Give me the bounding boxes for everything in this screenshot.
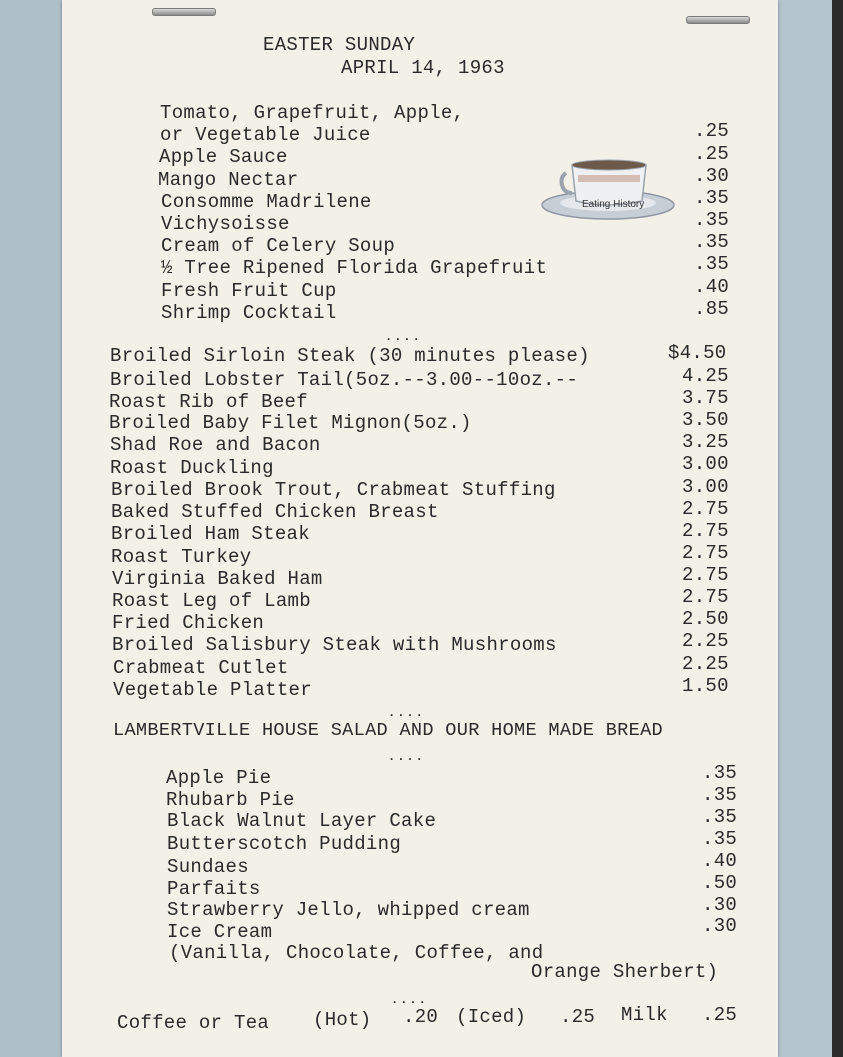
menu-item-price: 2.25 [682,630,729,652]
menu-item-name: Sundaes [167,856,249,878]
section-divider: .... [385,330,422,344]
menu-item-name: Broiled Sirloin Steak (30 minutes please) [110,345,590,367]
menu-item-name: ½ Tree Ripened Florida Grapefruit [161,257,548,279]
menu-item-name: Roast Leg of Lamb [112,590,311,612]
beverage-iced-label: (Iced) [456,1006,527,1028]
menu-item-name: Broiled Ham Steak [111,523,310,545]
menu-item-price: 3.50 [682,409,729,431]
menu-item-name: Roast Turkey [111,546,252,568]
menu-item-price: 4.25 [682,365,729,387]
menu-item-price: .85 [694,298,730,320]
menu-item-name: Rhubarb Pie [166,789,295,811]
staple-left [152,8,216,16]
section-divider: .... [391,993,428,1007]
menu-item-name: Broiled Lobster Tail(5oz.--3.00--10oz.-- [110,369,579,391]
dessert-note: Orange Sherbert) [531,961,719,983]
menu-item-name: Roast Duckling [110,457,274,479]
menu-item-name: Black Walnut Layer Cake [167,810,437,832]
menu-item-price: 2.75 [682,586,729,608]
menu-item-name: Strawberry Jello, whipped cream [167,899,530,921]
menu-item-price: $4.50 [668,342,727,364]
menu-item-price: .35 [694,209,730,231]
menu-item-price: .40 [702,850,738,872]
menu-item-price: .35 [702,828,738,850]
menu-item-name: Apple Pie [166,767,272,789]
header-title: EASTER SUNDAY [263,34,416,56]
menu-page [62,0,778,1057]
logo-text: Eating History [582,199,645,210]
menu-item-name: Shrimp Cocktail [161,302,337,324]
menu-item-name: Ice Cream [167,921,273,943]
menu-item-price: 2.25 [682,653,729,675]
menu-item-name: Cream of Celery Soup [161,235,396,257]
menu-item-name: Butterscotch Pudding [167,833,402,855]
menu-item-price: 2.50 [682,608,729,630]
beverage-milk-price: .25 [702,1004,738,1026]
eating-history-logo [538,155,676,227]
menu-item-name: Fresh Fruit Cup [161,280,337,302]
beverage-hot-label: (Hot) [313,1009,372,1031]
menu-item-price: 3.25 [682,431,729,453]
menu-item-price: .25 [694,120,730,142]
beverage-hot-price: .20 [403,1006,439,1028]
menu-item-name: Broiled Salisbury Steak with Mushrooms [112,634,557,656]
menu-item-name: Broiled Brook Trout, Crabmeat Stuffing [111,479,556,501]
menu-item-name: Mango Nectar [158,169,299,191]
menu-item-name: Baked Stuffed Chicken Breast [111,501,439,523]
menu-item-price: .25 [694,143,730,165]
menu-item-name: Virginia Baked Ham [112,568,323,590]
header-date: APRIL 14, 1963 [341,57,505,79]
menu-item-price: .35 [702,762,738,784]
salad-bread-line: LAMBERTVILLE HOUSE SALAD AND OUR HOME MADE BREAD [113,720,663,741]
staple-right [686,16,750,24]
section-divider: .... [388,750,425,764]
menu-item-price: .40 [694,276,730,298]
menu-item-price: .30 [702,894,738,916]
menu-item-price: 2.75 [682,520,729,542]
menu-item-name: Tomato, Grapefruit, Apple, [160,102,465,124]
menu-item-name: Roast Rib of Beef [109,391,308,413]
menu-item-name: Apple Sauce [159,146,288,168]
menu-item-name: Shad Roe and Bacon [110,434,321,456]
menu-item-price: 3.00 [682,476,729,498]
menu-item-price: 2.75 [682,542,729,564]
beverage-coffee-tea: Coffee or Tea [117,1012,270,1034]
menu-item-price: .35 [702,784,738,806]
menu-item-name: Crabmeat Cutlet [113,657,289,679]
menu-item-price: 1.50 [682,675,729,697]
menu-item-name: Broiled Baby Filet Mignon(5oz.) [109,412,472,434]
menu-item-price: .50 [702,872,738,894]
menu-item-price: .35 [702,806,738,828]
menu-item-name: Vichysoisse [161,213,290,235]
beverage-milk-label: Milk [621,1004,668,1026]
menu-item-price: .35 [694,253,730,275]
dark-edge [832,0,843,1057]
menu-item-price: .30 [702,915,738,937]
menu-item-name: (Vanilla, Chocolate, Coffee, and [169,942,544,964]
beverage-iced-price: .25 [560,1006,596,1028]
menu-item-price: .30 [694,165,730,187]
menu-item-name: Consomme Madrilene [161,191,372,213]
backing-board-left [0,0,70,1057]
menu-item-price: 2.75 [682,498,729,520]
menu-item-name: or Vegetable Juice [160,124,371,146]
menu-item-name: Fried Chicken [112,612,265,634]
menu-item-price: .35 [694,231,730,253]
menu-item-price: 3.75 [682,387,729,409]
menu-item-price: .35 [694,187,730,209]
backing-board-right [770,0,832,1057]
menu-item-price: 2.75 [682,564,729,586]
section-divider: .... [388,706,425,720]
menu-item-price: 3.00 [682,453,729,475]
menu-item-name: Vegetable Platter [113,679,312,701]
menu-item-name: Parfaits [167,878,261,900]
